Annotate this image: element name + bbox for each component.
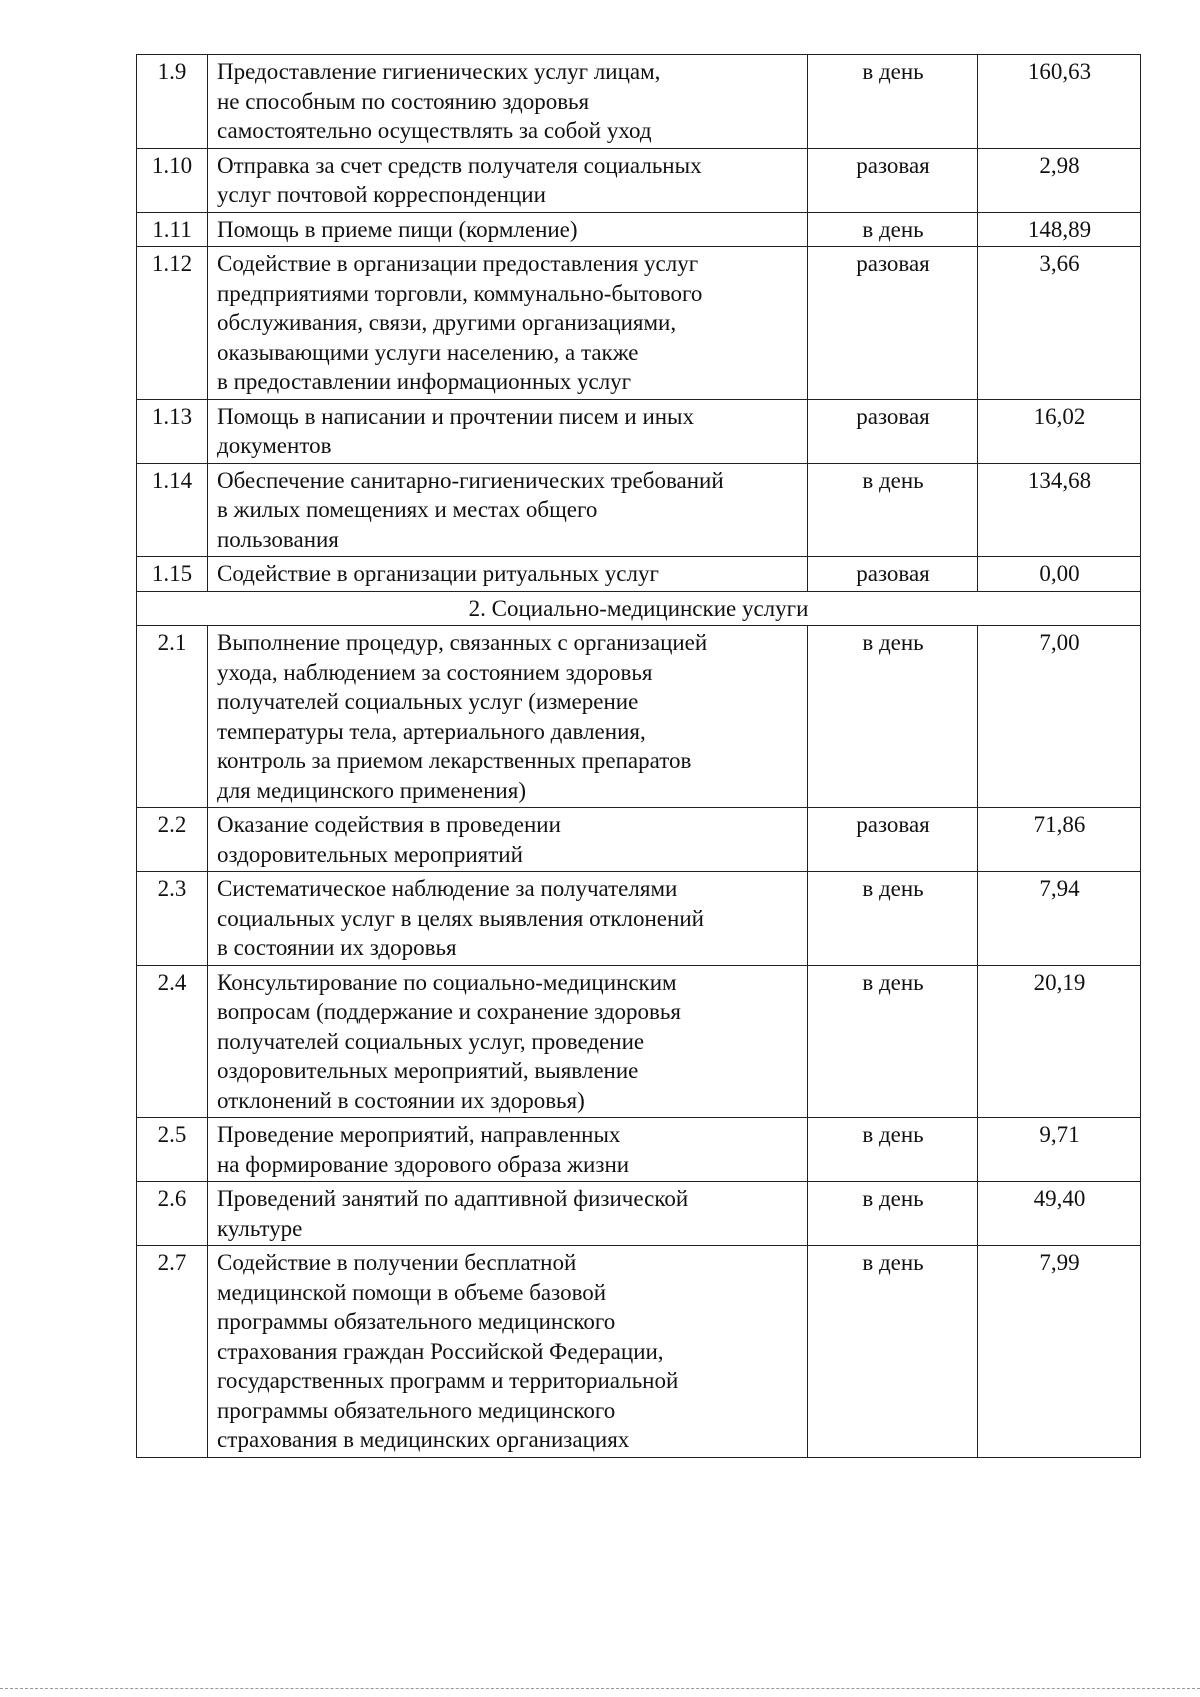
service-name-line: Оказание содействия в проведении	[217, 812, 561, 837]
service-unit: в день	[808, 626, 978, 808]
service-name-line: получателей социальных услуг, проведение	[217, 1028, 645, 1054]
service-unit: разовая	[808, 148, 978, 212]
service-unit: разовая	[808, 399, 978, 463]
service-name-line: контроль за приемом лекарственных препаратов	[217, 748, 692, 773]
page-bottom-rule	[0, 1688, 1200, 1689]
service-name-line: в состоянии их здоровья	[217, 935, 457, 960]
service-name	[208, 808, 808, 872]
table-row	[137, 247, 1141, 400]
service-unit: в день	[808, 1118, 978, 1182]
service-name-line: страхования граждан Российской Федерации,	[217, 1338, 664, 1364]
service-name-line: Отправка за счет средств получателя социальных	[217, 152, 702, 178]
service-name	[208, 965, 808, 1118]
service-number: 1.11	[137, 212, 208, 247]
service-name	[208, 55, 808, 149]
table-row	[137, 55, 1141, 149]
table-row	[137, 212, 1141, 247]
service-name-line: в жилых помещениях и местах общего	[217, 497, 598, 522]
service-price: 3,66	[978, 247, 1141, 400]
table-row	[137, 808, 1141, 872]
service-price: 148,89	[978, 212, 1141, 247]
service-name-line: обслуживания, связи, другими организациями,	[217, 310, 677, 335]
service-price: 20,19	[978, 965, 1141, 1118]
service-unit: в день	[808, 55, 978, 149]
service-name-line: оказывающими услуги населению, а также	[217, 339, 639, 365]
service-name	[208, 399, 808, 463]
service-number: 1.13	[137, 399, 208, 463]
service-number: 2.4	[137, 965, 208, 1118]
service-number: 2.7	[137, 1246, 208, 1458]
service-unit: в день	[808, 872, 978, 966]
service-name-line: медицинской помощи в объеме базовой	[217, 1279, 607, 1305]
service-price: 49,40	[978, 1182, 1141, 1246]
table-row	[137, 1246, 1141, 1458]
table-row	[137, 463, 1141, 557]
service-name-line: программы обязательного медицинского	[217, 1397, 616, 1423]
service-name-line: Содействие в организации ритуальных услуг	[217, 561, 659, 586]
service-name-line: культуре	[217, 1215, 303, 1241]
service-price: 7,99	[978, 1246, 1141, 1458]
service-name-line: Консультирование по социально-медицинским	[217, 969, 677, 995]
section-title: 2. Социально-медицинские услуги	[137, 591, 1141, 626]
service-name	[208, 148, 808, 212]
table-row	[137, 148, 1141, 212]
service-number: 1.12	[137, 247, 208, 400]
service-name-line: ухода, наблюдением за состоянием здоровья	[217, 659, 653, 685]
table-row	[137, 965, 1141, 1118]
service-name	[208, 463, 808, 557]
service-price: 7,00	[978, 626, 1141, 808]
service-name	[208, 626, 808, 808]
services-tariff-table	[136, 54, 1141, 1458]
service-name-line: программы обязательного медицинского	[217, 1309, 616, 1334]
service-number: 1.14	[137, 463, 208, 557]
service-number: 1.10	[137, 148, 208, 212]
service-price: 0,00	[978, 557, 1141, 592]
service-name-line: Предоставление гигиенических услуг лицам,	[217, 59, 661, 84]
service-name-line: вопросам (поддержание и сохранение здоровья	[217, 999, 681, 1024]
service-number: 2.6	[137, 1182, 208, 1246]
service-name-line: пользования	[217, 526, 339, 552]
service-number: 2.2	[137, 808, 208, 872]
service-name	[208, 872, 808, 966]
service-name-line: Проведение мероприятий, направленных	[217, 1122, 621, 1147]
service-unit: разовая	[808, 808, 978, 872]
table-row	[137, 872, 1141, 966]
service-unit: в день	[808, 463, 978, 557]
service-name-line: на формирование здорового образа жизни	[217, 1151, 630, 1177]
service-number: 2.5	[137, 1118, 208, 1182]
service-name-line: получателей социальных услуг (измерение	[217, 689, 639, 714]
service-name-line: страхования в медицинских организациях	[217, 1427, 630, 1452]
service-name	[208, 1246, 808, 1458]
service-unit: в день	[808, 965, 978, 1118]
service-name-line: в предоставлении информационных услуг	[217, 369, 632, 394]
service-name-line: Помощь в написании и прочтении писем и иных	[217, 403, 695, 429]
service-name-line: самостоятельно осуществлять за собой уход	[217, 118, 652, 143]
service-price: 16,02	[978, 399, 1141, 463]
service-name	[208, 212, 808, 247]
service-price: 71,86	[978, 808, 1141, 872]
service-name-line: оздоровительных мероприятий, выявление	[217, 1058, 639, 1083]
service-unit: в день	[808, 1182, 978, 1246]
service-name	[208, 1182, 808, 1246]
service-name-line: отклонений в состоянии их здоровья)	[217, 1087, 585, 1113]
service-name	[208, 1118, 808, 1182]
service-name-line: Систематическое наблюдение за получателями	[217, 876, 678, 901]
service-name-line: Содействие в получении бесплатной	[217, 1250, 577, 1275]
service-name-line: не способным по состоянию здоровья	[217, 88, 590, 114]
service-number: 2.3	[137, 872, 208, 966]
service-price: 7,94	[978, 872, 1141, 966]
service-name-line: услуг почтовой корреспонденции	[217, 182, 546, 207]
service-unit: разовая	[808, 247, 978, 400]
service-unit: разовая	[808, 557, 978, 592]
service-name-line: предприятиями торговли, коммунально-бытового	[217, 280, 703, 306]
service-name-line: температуры тела, артериального давления,	[217, 718, 646, 744]
service-name-line: Содействие в организации предоставления услуг	[217, 251, 699, 276]
service-price: 2,98	[978, 148, 1141, 212]
service-number: 1.9	[137, 55, 208, 149]
table-row	[137, 626, 1141, 808]
service-number: 2.1	[137, 626, 208, 808]
service-price: 134,68	[978, 463, 1141, 557]
service-name	[208, 557, 808, 592]
table-row	[137, 1182, 1141, 1246]
service-unit: в день	[808, 212, 978, 247]
service-name-line: Обеспечение санитарно-гигиенических требований	[217, 467, 724, 493]
service-name-line: социальных услуг в целях выявления отклонений	[217, 905, 704, 931]
table-row	[137, 399, 1141, 463]
service-number: 1.15	[137, 557, 208, 592]
service-price: 9,71	[978, 1118, 1141, 1182]
service-name-line: Помощь в приеме пищи (кормление)	[217, 216, 578, 242]
table-row	[137, 1118, 1141, 1182]
service-name-line: государственных программ и территориальной	[217, 1368, 679, 1393]
service-unit: в день	[808, 1246, 978, 1458]
service-name-line: Выполнение процедур, связанных с организацией	[217, 630, 708, 655]
service-name-line: оздоровительных мероприятий	[217, 841, 523, 867]
service-name-line: Проведений занятий по адаптивной физической	[217, 1186, 689, 1211]
table-body	[137, 55, 1141, 1458]
service-price: 160,63	[978, 55, 1141, 149]
table-row	[137, 557, 1141, 592]
service-name-line: для медицинского применения)	[217, 777, 526, 803]
service-name-line: документов	[217, 433, 332, 458]
service-name	[208, 247, 808, 400]
section-header-row	[137, 591, 1141, 626]
